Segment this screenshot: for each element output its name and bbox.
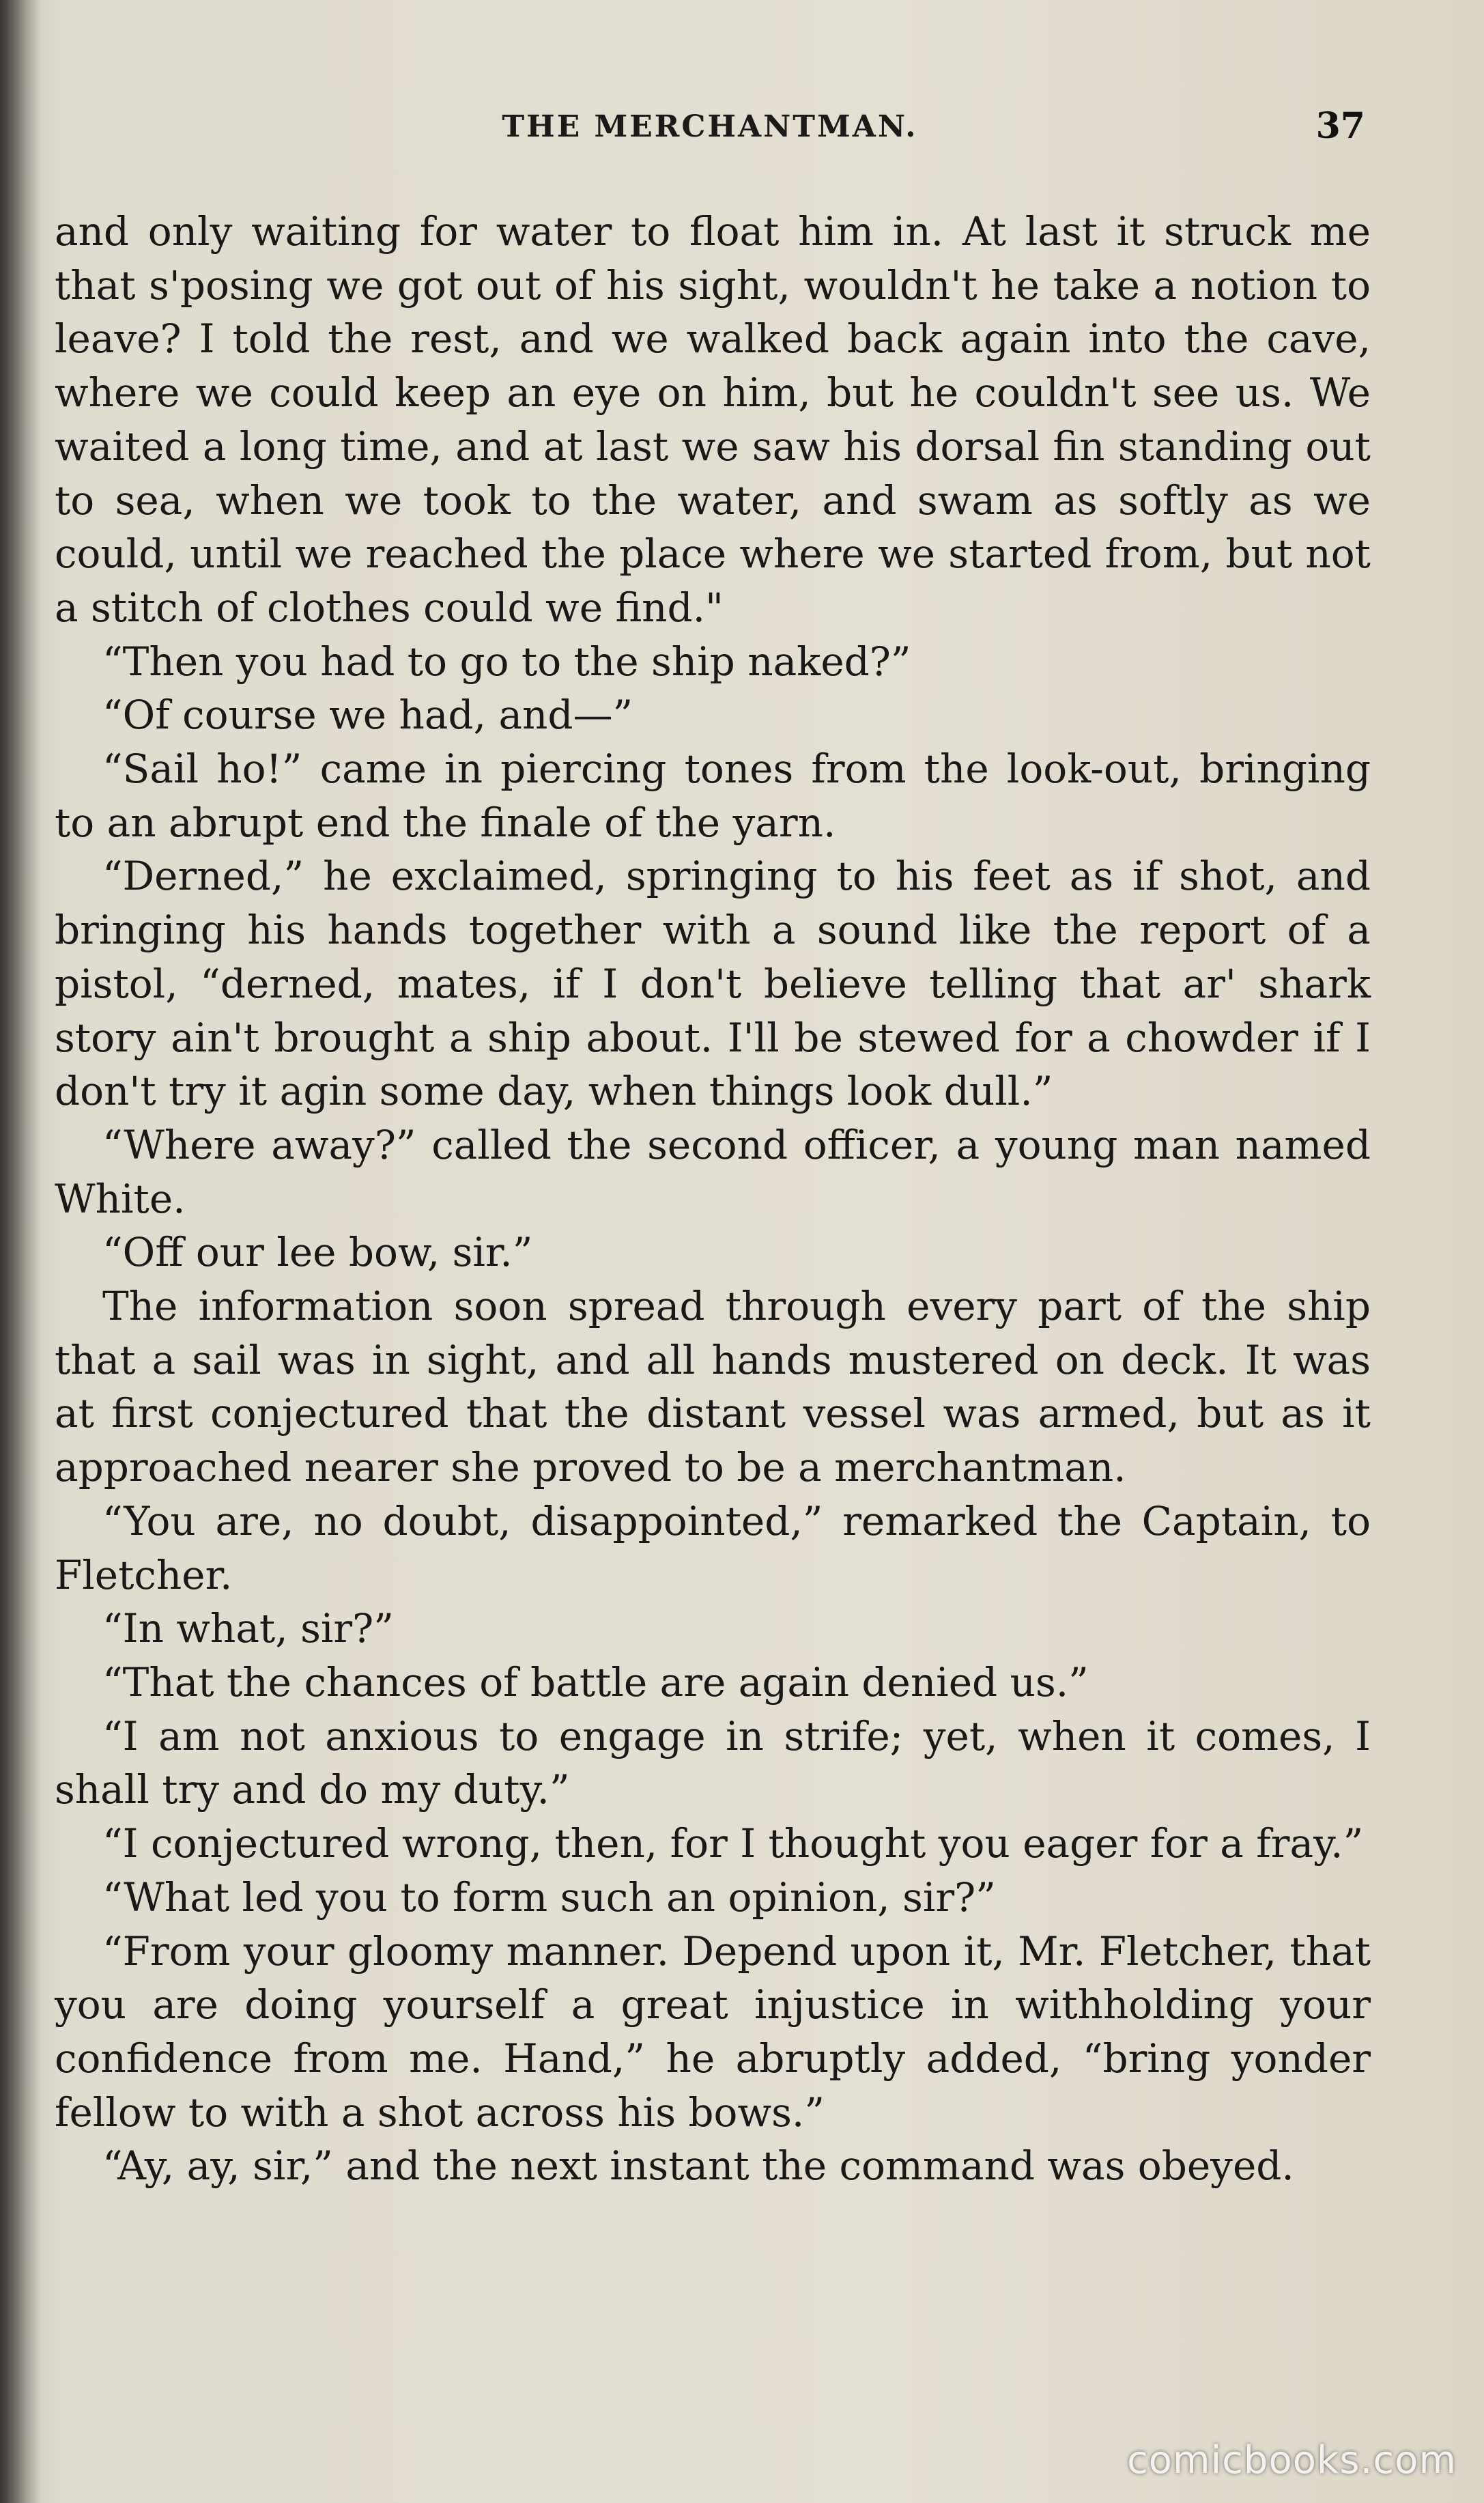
paragraph: “You are, no doubt, disappointed,” remarked the Captain, to Fletcher. [55,1497,1371,1598]
spine-shadow [0,0,41,2503]
paragraph: “From your gloomy manner. Depend upon it, Mr. Fletcher, that you are doing yourself a great injustice in withholding your confidence from me. Hand,” he abruptly added, “bring yonder fellow to with a shot across his bows.” [55,1927,1371,2136]
paragraph: “Sail ho!” came in piercing tones from the look-out, bringing to an abrupt end the finale of the yarn. [55,746,1371,846]
paragraph: “That the chances of battle are again denied us.” [102,1658,1089,1706]
paragraph: “Ay, ay, sir,” and the next instant the command was obeyed. [102,2143,1294,2190]
running-head [55,105,1365,157]
paragraph: “Where away?” called the second officer, a young man named White. [55,1121,1371,1222]
paragraph: “Of course we had, and—” [102,692,633,739]
paragraph: “Derned,” he exclaimed, springing to his feet as if shot, and bringing his hands together with a sound like the report of a pistol, “derned, mates, if I don't believe telling that ar' shark story ain't brought a ship about. I'll be stewed for a chowder if I don't try it agin some day, when things look dull.” [55,853,1371,1115]
paragraph: “What led you to form such an opinion, sir?” [102,1873,996,1921]
paragraph: “In what, sir?” [102,1605,394,1652]
paragraph: “Then you had to go to the ship naked?” [102,638,911,685]
paragraph: “I am not anxious to engage in strife; yet, when it comes, I shall try and do my duty.” [55,1712,1371,1813]
running-title: THE MERCHANTMAN. [502,109,918,144]
paragraph: “Off our lee bow, sir.” [102,1229,533,1276]
paragraph: “I conjectured wrong, then, for I thought you eager for a fray.” [102,1820,1364,1867]
body-text [55,205,1371,2193]
paragraph: and only waiting for water to float him in. At last it struck me that s'posing we got out of his sight, wouldn't he take a notion to leave? I told the rest, and we walked back again into the cave, where we could keep an eye on him, but he couldn't see us. We waited a long time, and at last we saw his dorsal fin standing out to sea, when we took to the water, and swam as softly as we could, until we reached the place where we started from, but not a stitch of clothes could we find." [55,208,1371,631]
paragraph: The information soon spread through every part of the ship that a sail was in sight, and all hands mustered on deck. It was at first conjectured that the distant vessel was armed, but as it approached nearer she proved to be a merchantman. [55,1283,1371,1491]
watermark: comicbooks.com [1126,2438,1457,2483]
page-number: 37 [1315,105,1365,147]
